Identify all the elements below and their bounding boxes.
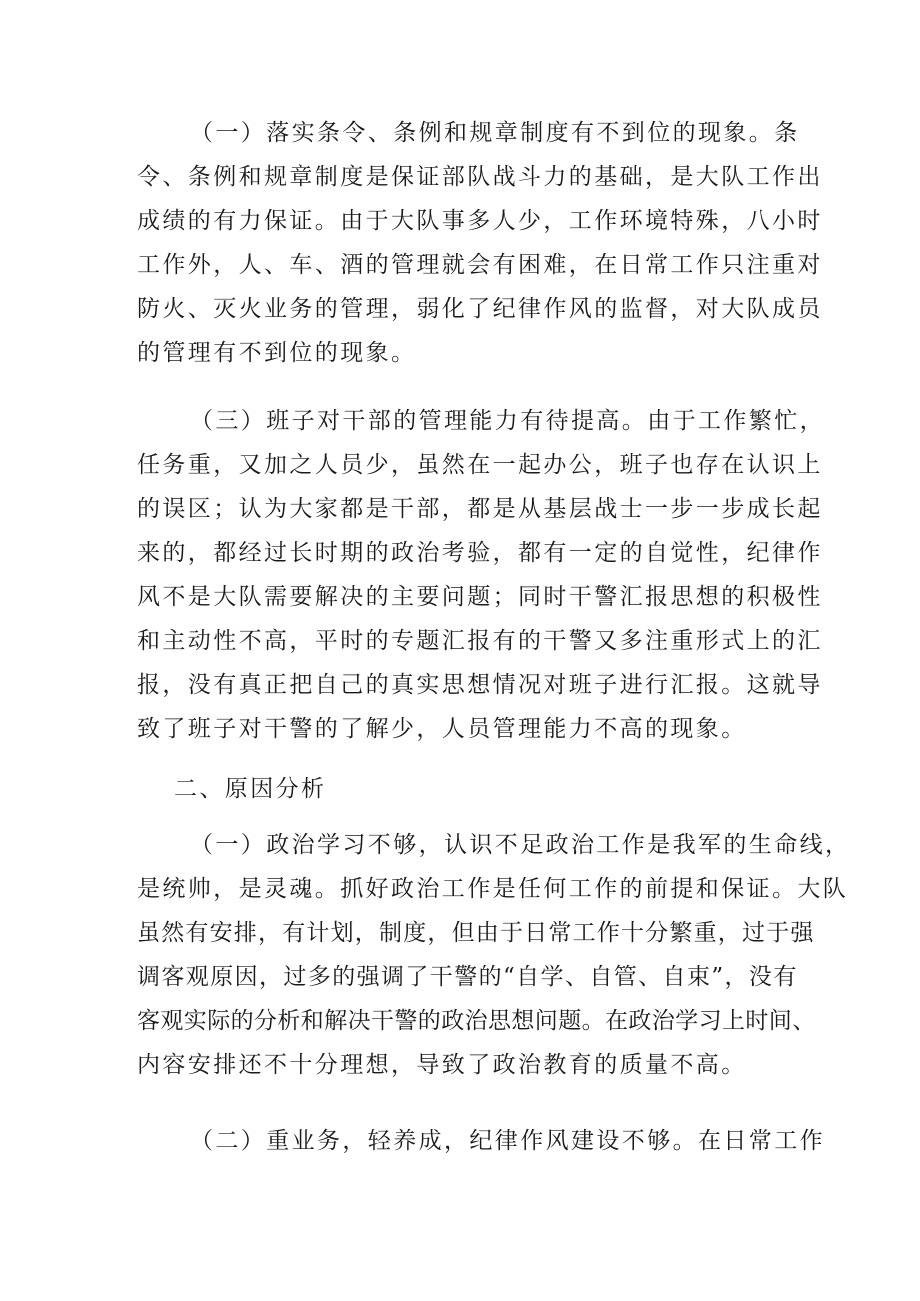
paragraph-1-line-6: 的管理有不到位的现象。 — [137, 340, 417, 366]
paragraph-2-line-4: 来的，都经过长时期的政治考验，都有一定的自觉性，纪律作 — [137, 540, 823, 566]
paragraph-3-line-4: 调客观原因，过多的强调了干警的“自学、自管、自束”，没有 — [137, 964, 798, 990]
paragraph-1-line-5: 防火、灭火业务的管理，弱化了纪律作风的监督，对大队成员 — [137, 296, 823, 322]
paragraph-2-line-5: 风不是大队需要解决的主要问题；同时干警汇报思想的积极性 — [137, 584, 823, 610]
paragraph-2-line-8: 致了班子对干警的了解少，人员管理能力不高的现象。 — [137, 716, 747, 742]
paragraph-3-line-5: 客观实际的分析和解决干警的政治思想问题。在政治学习上时间、 — [137, 1008, 816, 1034]
paragraph-1-line-4: 工作外，人、车、酒的管理就会有困难，在日常工作只注重对 — [137, 252, 823, 278]
paragraph-2-line-7: 报，没有真正把自己的真实思想情况对班子进行汇报。这就导 — [137, 672, 823, 698]
paragraph-2-line-1: （三）班子对干部的管理能力有待提高。由于工作繁忙， — [190, 408, 825, 434]
paragraph-3-line-3: 虽然有安排，有计划，制度，但由于日常工作十分繁重，过于强 — [137, 920, 815, 946]
paragraph-2-line-3: 的误区；认为大家都是干部，都是从基层战士一步一步成长起 — [137, 496, 823, 522]
paragraph-3-line-2: 是统帅，是灵魂。抓好政治工作是任何工作的前提和保证。大队 — [137, 876, 849, 902]
paragraph-1-line-3: 成绩的有力保证。由于大队事多人少，工作环境特殊，八小时 — [137, 208, 823, 234]
section-heading: 二、原因分析 — [174, 776, 327, 802]
paragraph-2-line-6: 和主动性不高，平时的专题汇报有的干警又多注重形式上的汇 — [137, 628, 823, 654]
paragraph-3-line-1: （一）政治学习不够，认识不足政治工作是我军的生命线， — [190, 832, 851, 858]
paragraph-4-line-1: （二）重业务，轻养成，纪律作风建设不够。在日常工作 — [190, 1128, 825, 1154]
paragraph-1-line-1: （一）落实条令、条例和规章制度有不到位的现象。条 — [190, 120, 800, 146]
paragraph-3-line-6: 内容安排还不十分理想，导致了政治教育的质量不高。 — [137, 1052, 747, 1078]
paragraph-2-line-2: 任务重，又加之人员少，虽然在一起办公，班子也存在认识上 — [137, 452, 823, 478]
paragraph-1-line-2: 令、条例和规章制度是保证部队战斗力的基础，是大队工作出 — [137, 164, 823, 190]
